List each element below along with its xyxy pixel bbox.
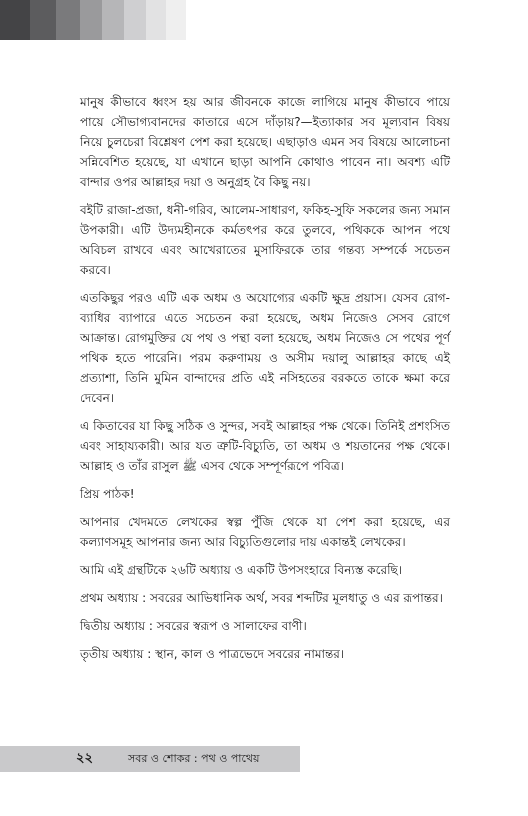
page-body [80,92,450,672]
paragraph: আপনার খেদমতে লেখকের স্বল্প পুঁজি থেকে যা পেশ করা হয়েছে, এর কল্যাণসমূহ আপনার জন্য আর বিচ্যুতিগুলোর দায় একান্তই লেখকের। [80,515,450,549]
header-decoration [0,0,186,40]
header-shade-block [166,0,186,40]
paragraph: বইটি রাজা-প্রজা, ধনী-গরিব, আলেম-সাধারণ, ফকিহ-সুফি সকলের জন্য সমান উপকারী। এটি উদ্যমহীনকে কর্মতৎপর করে তুলবে, পথিককে আপন পথে অবিচল রাখবে এবং আখেরাতের মুসাফিরকে তার গন্তব্য সম্পর্কে সচেতন করবে। [80,203,450,277]
chapter-entry: তৃতীয় অধ্যায় : স্থান, কাল ও পাত্রভেদে সবরের নামান্তর। [80,647,345,661]
paragraph: এতকিছুর পরও এটি এক অধম ও অযোগ্যের একটি ক্ষুদ্র প্রয়াস। যেসব রোগ-ব্যাধির ব্যাপারে এতে সচেতন করা হয়েছে, অধম নিজেও সেসব রোগে আক্রান্ত। রোগমুক্তির যে পথ ও পন্থা বলা হয়েছে, অধম নিজেও সে পথের পূর্ণ পথিক হতে পারেনি। পরম করুণাময় ও অসীম দয়ালু আল্লাহর কাছে এই প্রত্যাশা, তিনি মুমিন বান্দাদের প্রতি এই নসিহতের বরকতে তাকে ক্ষমা করে দেবেন। [80,291,450,405]
chapter-entry: প্রথম অধ্যায় : সবরের আভিধানিক অর্থ, সবর শব্দটির মূলধাতু ও এর রূপান্তর। [80,591,443,605]
paragraph: আমি এই গ্রন্থটিকে ২৬টি অধ্যায় ও একটি উপসংহারে বিন্যস্ত করেছি। [80,563,403,577]
salutation: প্রিয় পাঠক! [80,487,135,501]
page-footer [0,746,528,772]
header-shade-block [0,0,30,40]
header-shade-block [80,0,102,40]
header-shade-block [124,0,146,40]
header-shade-block [146,0,166,40]
running-title: সবর ও শোকর : পথ ও পাথেয় [128,752,260,765]
header-shade-block [56,0,80,40]
paragraph: এ কিতাবের যা কিছু সঠিক ও সুন্দর, সবই আল্লাহর পক্ষ থেকে। তিনিই প্রশংসিত এবং সাহায্যকারী। আর যত ত্রুটি-বিচ্যুতি, তা অধম ও শয়তানের পক্ষ থেকে। আল্লাহ ও তাঁর রাসুল ﷺ এসব থেকে সম্পূর্ণরূপে পবিত্র। [80,419,450,473]
header-shade-block [102,0,124,40]
page-number: ২২ [76,751,93,766]
header-shade-block [30,0,56,40]
paragraph: মানুষ কীভাবে ধ্বংস হয় আর জীবনকে কাজে লাগিয়ে মানুষ কীভাবে পায়ে পায়ে সৌভাগ্যবানদের কাতারে এসে দাঁড়ায়?—ইত্যাকার সব মূল্যবান বিষয় নিয়ে চুলচেরা বিশ্লেষণ পেশ করা হয়েছে। এছাড়াও এমন সব বিষয়ে আলোচনা সন্নিবেশিত হয়েছে, যা এখানে ছাড়া আপনি কোথাও পাবেন না। অবশ্য এটি বান্দার ওপর আল্লাহর দয়া ও অনুগ্রহ বৈ কিছু নয়। [80,95,450,189]
chapter-entry: দ্বিতীয় অধ্যায় : সবরের স্বরূপ ও সালাফের বাণী। [80,619,307,633]
